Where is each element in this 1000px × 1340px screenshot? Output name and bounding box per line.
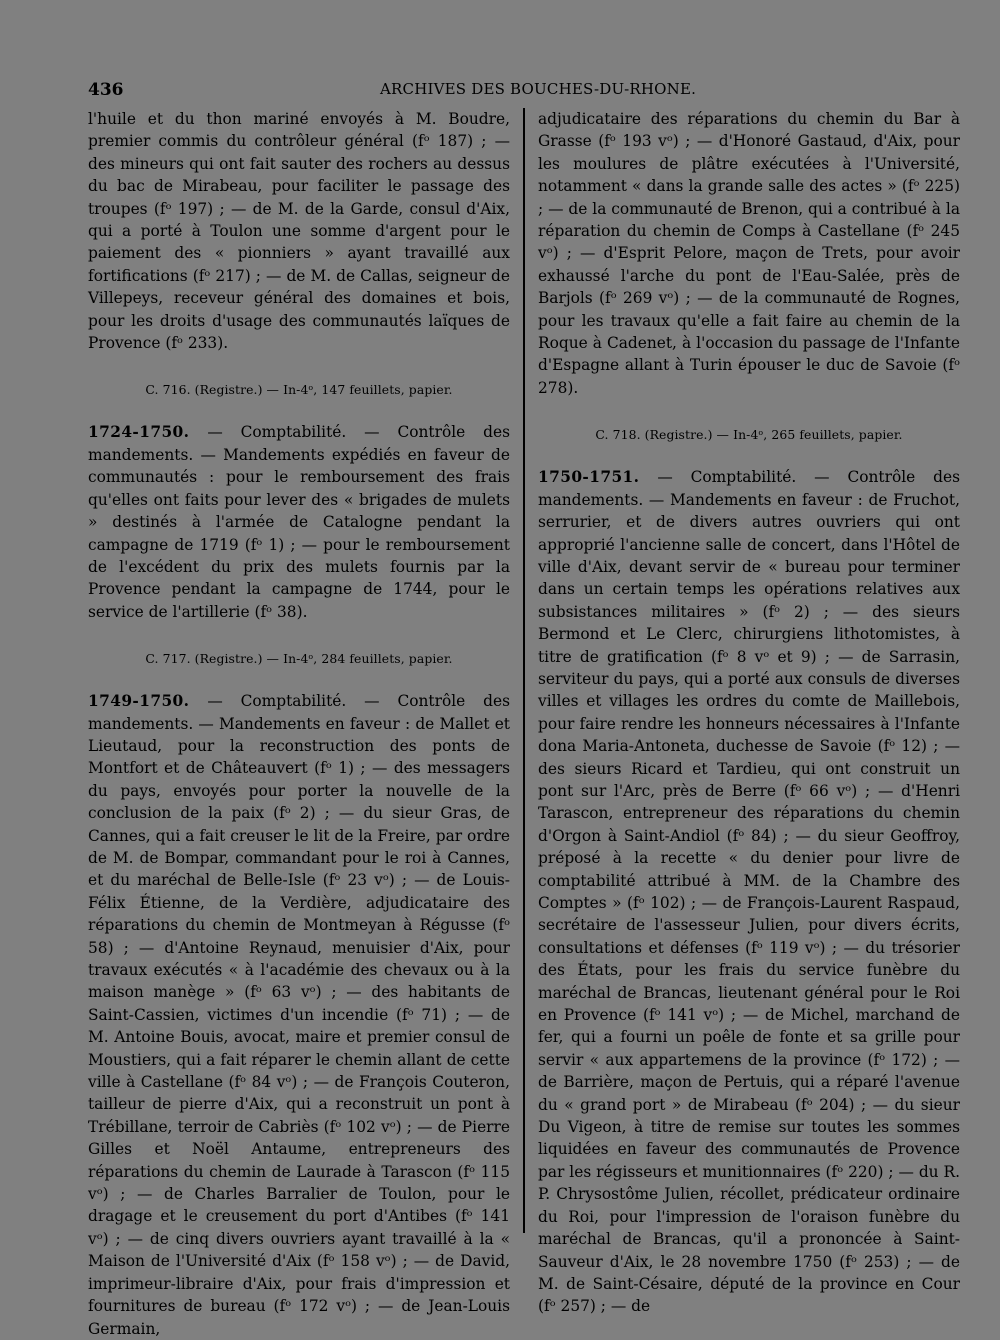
entry-text-c717: — Comptabilité. — Contrôle des mandements. — Mandements en faveur : de Mallet et Lieutaud, pour la reconstruction des ponts de Montfort et de Châteauvert (fᵒ 1) ; — des messagers du pays, envoyés pour porter la nouvelle de la conclusion de la paix (fᵒ 2) ; — du sieur Gras, de Cannes, qui a fait creuser le lit de la Freire, par ordre de M. de Bompar, commandant pour le roi à Cannes, et du maréchal de Belle-Isle (fᵒ 23 vᵒ) ; — de Louis-Félix Étienne, de la Verdière, adjudicataire des réparations du chemin de Montmeyan à Régusse (fᵒ 58) ; — d'Antoine Reynaud, menuisier d'Aix, pour travaux exécutés « à l'académie des chevaux ou à la maison manège » (fᵒ 63 vᵒ) ; — des habitants de Saint-Cassien, victimes d'un incendie (fᵒ 71) ; — de M. Antoine Bouis, avocat, maire et premier consul de Moustiers, qui a fait réparer le chemin allant de cette ville à Castellane (fᵒ 84 vᵒ) ; — de François Couteron, tailleur de pierre d'Aix, qui a reconstruit un pont à Trébillane, terroir de Cabriès (fᵒ 102 vᵒ) ; — de Pierre Gilles et Noël Antaume, entrepreneurs des réparations du chemin de Laurade à Tarascon (fᵒ 115 vᵒ) ; — de Charles Barralier de Toulon, pour le dragage et le creusement du port d'Antibes (fᵒ 141 vᵒ) ; — de cinq divers ouvriers ayant travaillé à la « Maison de l'Université d'Aix (fᵒ 158 vᵒ) ; — de David, imprimeur-libraire d'Aix, pour frais d'impression et fournitures de bureau (fᵒ 172 vᵒ) ; — de Jean-Louis Germain, [88,692,510,1338]
entry-c717 [88,690,510,1340]
right-continuation-paragraph: adjudicataire des réparations du chemin du Bar à Grasse (fᵒ 193 vᵒ) ; — d'Honoré Gastaud, d'Aix, pour les moulures de plâtre exécutées à l'Université, notamment « dans la grande salle des actes » (fᵒ 225) ; — de la communauté de Brenon, qui a contribué à la réparation du chemin de Comps à Castellane (fᵒ 245 vᵒ) ; — d'Esprit Pelore, maçon de Trets, pour avoir exhaussé l'arche du pont de l'Eau-Salée, près de Barjols (fᵒ 269 vᵒ) ; — de la communauté de Rognes, pour les travaux qu'elle a fait faire au chemin de la Roque à Cadenet, à l'occasion du passage de l'Infante d'Espagne allant à Turin épouser le duc de Savoie (fᵒ 278). [538,110,960,397]
page-number: 436 [88,80,124,100]
running-title: ARCHIVES DES BOUCHES-DU-RHONE. [380,80,697,98]
entry-years-c717: 1749-1750. [88,692,190,711]
entry-header-c717: C. 717. (Registre.) — In-4ᵒ, 284 feuillets, papier. [145,651,453,667]
entry-header-c718: C. 718. (Registre.) — In-4ᵒ, 265 feuillets, papier. [595,427,903,443]
entry-years-c716: 1724-1750. [88,423,190,442]
entry-header-c716: C. 716. (Registre.) — In-4ᵒ, 147 feuillets, papier. [145,382,453,398]
left-column [88,108,510,1340]
entry-c718 [538,466,960,1317]
entry-text-c718: — Comptabilité. — Contrôle des mandements. — Mandements en faveur : de Fruchot, serrurier, et de divers autres ouvriers qui ont approprié l'ancienne salle de concert, dans l'Hôtel de ville d'Aix, devant servir de « bureau pour terminer dans un certain temps les opérations relatives aux subsistances militaires » (fᵒ 2) ; — des sieurs Bermond et Le Clerc, chirurgiens lithotomistes, à titre de gratification (fᵒ 8 vᵒ et 9) ; — de Sarrasin, serviteur du pays, qui a porté aux consuls de diverses villes et villages les ordres du comte de Maillebois, pour faire rendre les honneurs nécessaires à l'Infante dona Maria-Antoneta, duchesse de Savoie (fᵒ 12) ; — des sieurs Ricard et Tardieu, qui ont construit un pont sur l'Arc, près de Berre (fᵒ 66 vᵒ) ; — d'Henri Tarascon, entrepreneur des réparations du chemin d'Orgon à Saint-Andiol (fᵒ 84) ; — du sieur Geoffroy, préposé à la recette « du denier pour livre de comptabilité attribué à MM. de la Chambre des Comptes » (fᵒ 102) ; — de François-Laurent Raspaud, secrétaire de l'assesseur Julien, pour divers écrits, consultations et défenses (fᵒ 119 vᵒ) ; — du trésorier des États, pour les frais du service funèbre du maréchal de Brancas, lieutenant général pour le Roi en Provence (fᵒ 141 vᵒ) ; — de Michel, marchand de fer, qui a fourni un poêle de fonte et sa grille pour servir « aux appartemens de la province (fᵒ 172) ; — de Barrière, maçon de Pertuis, qui a réparé l'avenue du « grand port » de Mirabeau (fᵒ 204) ; — du sieur Du Vigeon, à titre de remise sur toutes les sommes liquidées en faveur des communautés de Provence par les régisseurs et munitionnaires (fᵒ 220) ; — du R. P. Chrysostôme Julien, récollet, prédicateur ordinaire du Roi, pour l'impression de l'oraison funèbre du maréchal de Brancas, qu'il a prononcée à Saint-Sauveur d'Aix, le 28 novembre 1750 (fᵒ 253) ; — de M. de Saint-Césaire, député de la province en Cour (fᵒ 257) ; — de [538,468,960,1316]
column-divider [523,108,525,1233]
right-column [538,108,960,1318]
entry-years-c718: 1750-1751. [538,468,640,487]
entry-c716 [88,421,510,623]
left-continuation-paragraph: l'huile et du thon mariné envoyés à M. Boudre, premier commis du contrôleur général (fᵒ 187) ; — des mineurs qui ont fait sauter des rochers au dessus du bac de Mirabeau, pour faciliter le passage des troupes (fᵒ 197) ; — de M. de la Garde, consul d'Aix, qui a porté à Toulon une somme d'argent pour le paiement des « pionniers » ayant travaillé aux fortifications (fᵒ 217) ; — de M. de Callas, seigneur de Villepeys, receveur général des domaines et bois, pour les droits d'usage des communautés laïques de Provence (fᵒ 233). [88,110,510,353]
entry-text-c716: — Comptabilité. — Contrôle des mandements. — Mandements expédiés en faveur de communautés : pour le remboursement des frais qu'elles ont faits pour lever des « brigades de mulets » destinés à l'armée de Catalogne pendant la campagne de 1719 (fᵒ 1) ; — pour le remboursement de l'excédent du prix des mulets fournis par la Provence pendant la campagne de 1744, pour le service de l'artillerie (fᵒ 38). [88,423,510,621]
